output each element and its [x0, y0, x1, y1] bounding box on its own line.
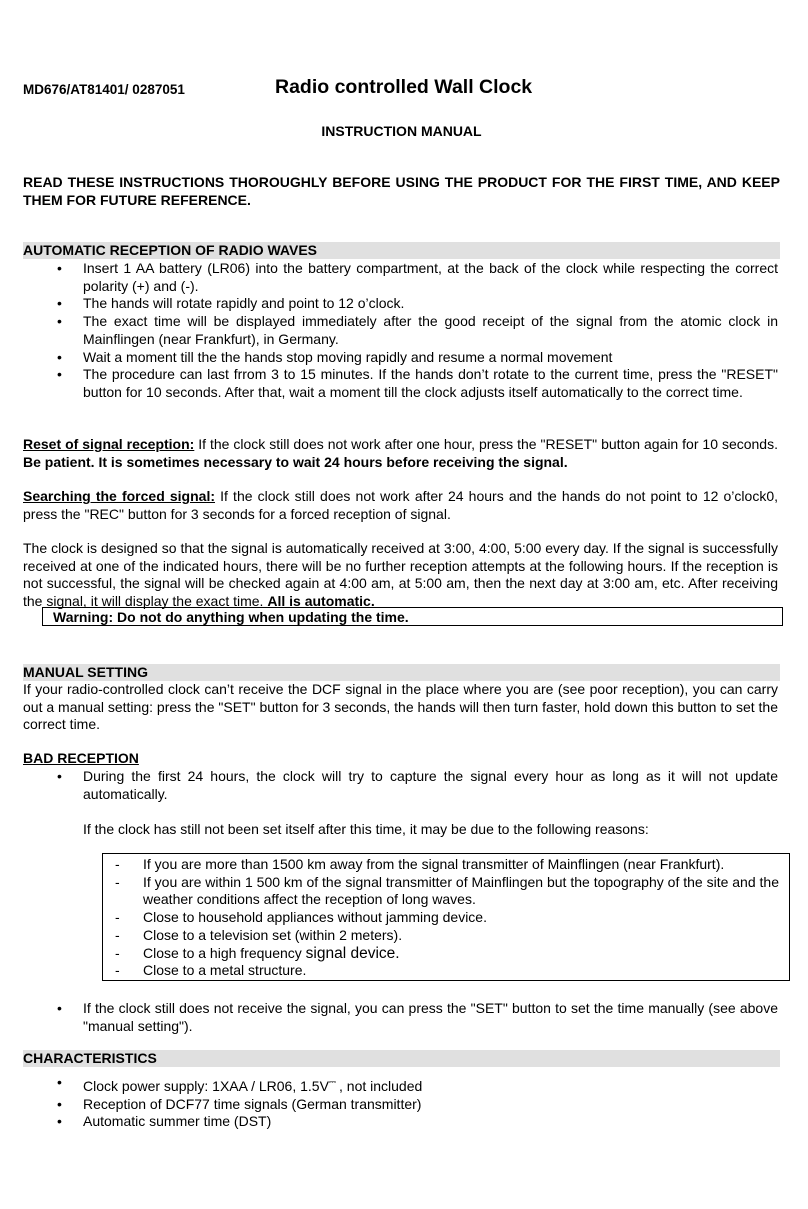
warning-box: Warning: Do not do anything when updating the time. — [42, 607, 783, 626]
reset-paragraph — [23, 436, 778, 471]
list-item: • If the clock still does not receive the signal, you can press the "SET" button to set the time manually (see above "manual setting"). — [23, 1000, 778, 1035]
power-supply-note: , not included — [335, 1078, 423, 1094]
intro-notice: READ THESE INSTRUCTIONS THOROUGHLY BEFORE USING THE PRODUCT FOR THE FIRST TIME, AND KEEP THEM FOR FUTURE REFERENCE. — [23, 174, 780, 208]
bad-reception-list-2 — [23, 1000, 778, 1035]
reasons-box — [102, 853, 790, 981]
list-item: - Close to a metal structure. — [113, 962, 779, 980]
reason-text-large: signal device. — [305, 944, 400, 962]
section-heading-bad-reception: BAD RECEPTION — [23, 750, 139, 766]
section-heading-auto-reception: AUTOMATIC RECEPTION OF RADIO WAVES — [23, 242, 780, 259]
characteristics-list — [23, 1074, 778, 1131]
manual-heading: INSTRUCTION MANUAL — [321, 123, 482, 139]
list-item: - If you are within 1 500 km of the signal transmitter of Mainflingen but the topography of the site and the weather conditions affect the reception of long waves. — [113, 874, 779, 909]
list-item: • Wait a moment till the the hands stop moving rapidly and resume a normal movement — [23, 349, 778, 367]
list-item: - If you are more than 1500 km away from the signal transmitter of Mainflingen (near Frankfurt). — [113, 856, 779, 874]
manual-setting-paragraph: If your radio-controlled clock can’t receive the DCF signal in the place where you are (see poor reception), you can carry out a manual setting: press the "SET" button for 3 seconds, the hands will then turn faster, hold down this button to set the correct time. — [23, 681, 778, 733]
forced-signal-paragraph — [23, 488, 778, 523]
power-supply-text: Clock power supply: 1XAA / LR06, 1.5V — [83, 1078, 329, 1094]
reset-text: If the clock still does not work after one hour, press the "RESET" button again for 10 seconds. — [194, 436, 778, 452]
list-item: • Automatic summer time (DST) — [23, 1113, 778, 1131]
schedule-text: The clock is designed so that the signal is automatically received at 3:00, 4:00, 5:00 every day. If the signal is successfully received at one of the indicated hours, there will be no further reception attempts at the following hours. If the reception is not successful, the signal will be checked again at 4:00 am, at 5:00 am, then the next day at 3:00 am, etc. After receiving the signal, it will display the exact time. — [23, 540, 778, 610]
header — [23, 76, 780, 104]
list-item: - Close to a television set (within 2 meters). — [113, 927, 779, 945]
forced-signal-text: If the clock still does not work after 24 hours and the hands do not point to 12 o’clock0, press the "REC" button for 3 seconds for a forced reception of signal. — [23, 488, 778, 522]
list-item — [23, 1074, 778, 1096]
list-item: • Insert 1 AA battery (LR06) into the battery compartment, at the back of the clock while respecting the correct polarity (+) and (-). — [23, 260, 778, 295]
reset-title: Reset of signal reception: — [23, 436, 195, 452]
dc-symbol-icon: ⎓ — [328, 1077, 336, 1087]
list-item: • The hands will rotate rapidly and point to 12 o’clock. — [23, 295, 778, 313]
list-item: • During the first 24 hours, the clock will try to capture the signal every hour as long as it will not update automatically. — [23, 768, 778, 803]
reason-text: Close to a high frequency — [143, 944, 306, 961]
list-item: - Close to household appliances without jamming device. — [113, 909, 779, 927]
reset-emphasis: Be patient. It is sometimes necessary to wait 24 hours before receiving the signal. — [23, 453, 568, 470]
section-heading-manual-setting: MANUAL SETTING — [23, 664, 780, 681]
list-item: • Reception of DCF77 time signals (German transmitter) — [23, 1096, 778, 1114]
list-item: • The procedure can last frrom 3 to 15 minutes. If the hands don’t rotate to the current time, press the "RESET" button for 10 seconds. After that, wait a moment till the clock adjusts itself automatically to the correct time. — [23, 366, 778, 401]
schedule-emphasis: All is automatic. — [267, 593, 375, 610]
schedule-paragraph — [23, 540, 778, 611]
list-item: • The exact time will be displayed immediately after the good receipt of the signal from the atomic clock in Mainflingen (near Frankfurt), in Germany. — [23, 313, 778, 348]
document-code: MD676/AT81401/ 0287051 — [23, 82, 185, 97]
bad-reception-list — [23, 768, 778, 803]
reasons-intro: If the clock has still not been set itself after this time, it may be due to the following reasons: — [83, 821, 649, 837]
auto-reception-list — [23, 260, 778, 402]
list-item — [113, 945, 779, 963]
forced-signal-title: Searching the forced signal: — [23, 488, 215, 504]
document-title: Radio controlled Wall Clock — [275, 76, 533, 98]
section-heading-characteristics: CHARACTERISTICS — [23, 1050, 780, 1067]
